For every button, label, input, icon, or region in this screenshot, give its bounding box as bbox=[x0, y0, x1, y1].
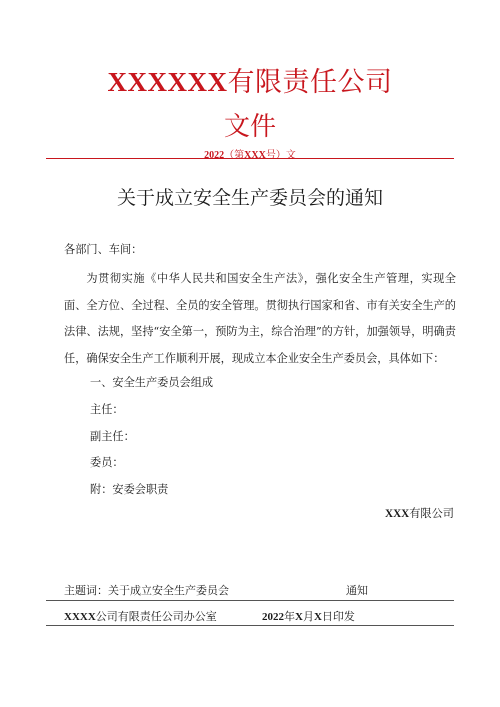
signature-code: XXX bbox=[384, 508, 410, 520]
issuer bbox=[64, 608, 217, 624]
role-member: 委员： bbox=[90, 456, 124, 469]
document-label: 文件 bbox=[223, 112, 276, 142]
date-tail: 日印发 bbox=[321, 610, 355, 623]
issue-date bbox=[262, 608, 355, 624]
org-name: 有限责任公司 bbox=[227, 67, 393, 98]
signature-text: 有限公司 bbox=[409, 507, 454, 520]
attachment-note: 附：安委会职责 bbox=[90, 483, 169, 496]
role-deputy: 副主任： bbox=[90, 430, 135, 443]
organization-header bbox=[0, 60, 500, 99]
date-year-char: 年 bbox=[284, 610, 295, 623]
doc-year: 2022 bbox=[204, 150, 225, 161]
date-month: X bbox=[295, 611, 303, 623]
date-day: X bbox=[313, 611, 322, 623]
section-heading: 一、安全生产委员会组成 bbox=[90, 376, 214, 389]
issuer-text: 公司有限责任公司办公室 bbox=[95, 610, 217, 623]
footer-line-top bbox=[46, 600, 454, 601]
keywords-tail: 通知 bbox=[346, 584, 368, 597]
doc-no-code: XXX bbox=[244, 150, 266, 161]
red-divider bbox=[46, 158, 454, 159]
keywords-row bbox=[64, 582, 229, 598]
salutation: 各部门、车间： bbox=[64, 243, 143, 256]
doc-no-open: （第 bbox=[224, 150, 245, 161]
issuer-code: XXXX bbox=[64, 611, 96, 623]
doc-no-close: 号）文 bbox=[265, 150, 296, 161]
keywords-label: 主题词： bbox=[64, 584, 108, 597]
body-paragraph: 为贯彻实施《中华人民共和国安全生产法》，强化安全生产管理，实现全面、全方位、全过程、全员的安全管理。贯彻执行国家和省、市有关安全生产的法律、法规，坚持“安全第一，预防为主，综合治理”的方针，加强领导，明确责任，确保安全生产工作顺利开展，现成立本企业安全生产委员会，具体如下： bbox=[64, 272, 456, 365]
keywords-value: 关于成立安全生产委员会 bbox=[108, 584, 229, 597]
org-code: XXXXXX bbox=[107, 67, 228, 97]
notice-title: 关于成立安全生产委员会的通知 bbox=[116, 187, 383, 209]
date-month-char: 月 bbox=[302, 610, 314, 623]
role-director: 主任： bbox=[90, 403, 124, 416]
footer-line-bottom bbox=[46, 625, 454, 626]
date-year: 2022 bbox=[262, 611, 284, 623]
signature-org bbox=[385, 505, 454, 521]
